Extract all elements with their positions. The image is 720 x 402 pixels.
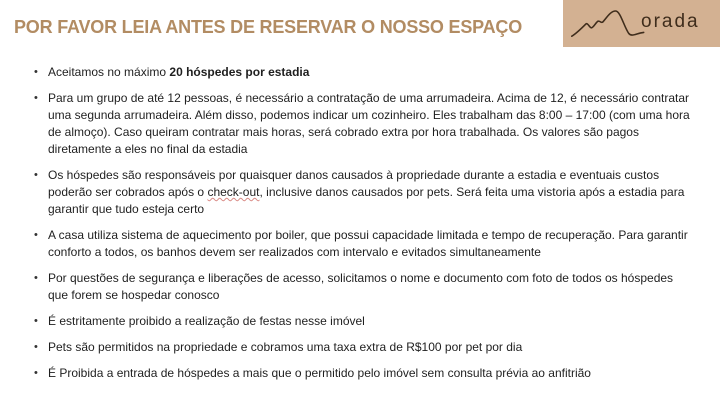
rules-list [33,64,695,391]
rule-segment: Para um grupo de até 12 pessoas, é necessário a contratação de uma arrumadeira. Acima de 12, é necessário contratar uma segunda arrumadeira. Além disso, podemos indicar um cozinheiro. Eles trabalham das 8:00 – 17:00 (com uma hora de almoço). Caso queiram contratar mais horas, será cobrado extra por hora trabalhada. Os valores são pagos diretamente a eles no final da estadia [48,91,690,156]
rule-segment: Aceitamos no máximo [48,65,170,79]
rule-segment: É estritamente proibido a realização de festas nesse imóvel [48,314,365,328]
rule-segment: Os hóspedes são responsáveis por quaisquer danos causados à propriedade durante a estadia e eventuais custos poderão ser cobrados após o [48,168,660,199]
rule-segment: , inclusive danos causados por pets. Será feita uma vistoria após a estadia para garantir que tudo esteja certo [48,185,685,216]
logo-text: orada [641,10,700,32]
list-item [33,270,695,304]
rule-text [48,271,673,302]
rule-segment: Por questões de segurança e liberações de acesso, solicitamos o nome e documento com foto de todos os hóspedes que forem se hospedar conosco [48,271,674,302]
list-item [33,339,695,356]
list-item [33,313,695,330]
list-item [33,365,695,382]
rule-text [48,168,684,216]
rule-text [48,340,522,354]
rule-text [48,366,591,380]
page-title: POR FAVOR LEIA ANTES DE RESERVAR O NOSSO ESPAÇO [14,17,523,37]
list-item [33,227,695,261]
logo [563,0,720,47]
rule-text [48,314,365,328]
rule-text [48,228,688,259]
rule-segment: check-out [207,185,260,199]
list-item [33,64,695,81]
rule-text [48,91,690,156]
rule-segment: 20 hóspedes por estadia [169,65,310,79]
rule-text [48,65,309,79]
rule-segment: Pets são permitidos na propriedade e cobramos uma taxa extra de R$100 por pet por dia [48,340,523,354]
list-item [33,90,695,158]
rule-segment: A casa utiliza sistema de aquecimento por boiler, que possui capacidade limitada e tempo de recuperação. Para garantir conforto a todos, os banhos devem ser realizados com intervalo e evitados simultaneamente [48,228,688,259]
list-item [33,167,695,218]
rule-segment: É Proibida a entrada de hóspedes a mais que o permitido pelo imóvel sem consulta prévia ao anfitrião [48,366,591,380]
